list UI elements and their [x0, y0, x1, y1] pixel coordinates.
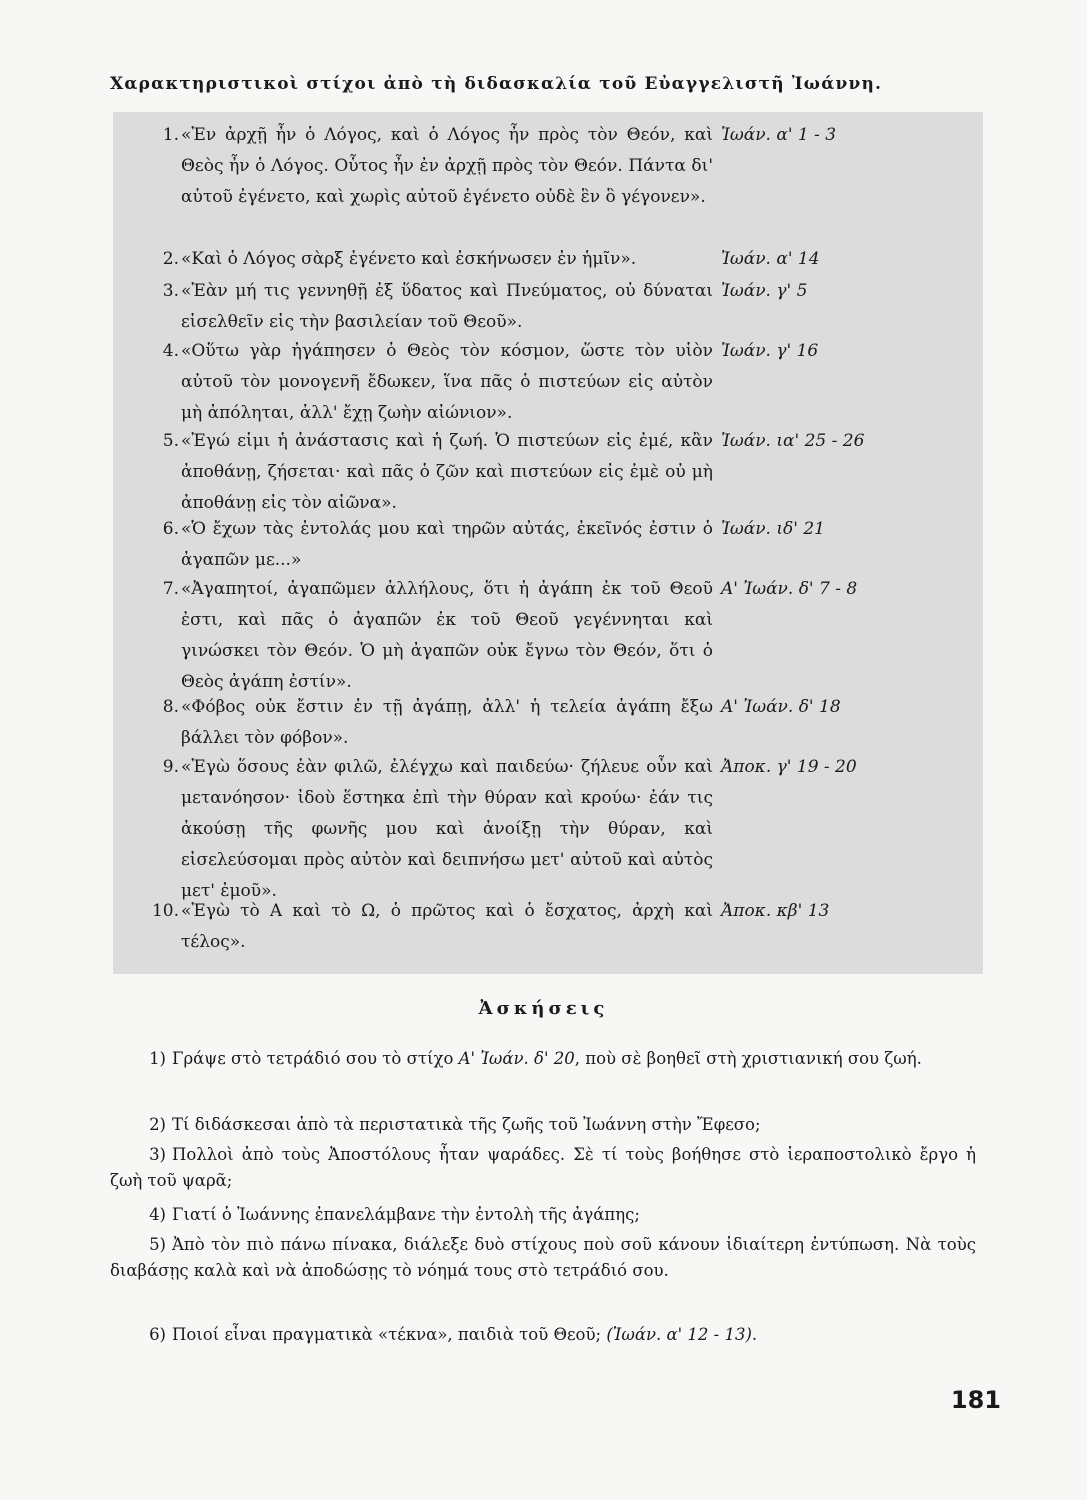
verse-reference: Ἀποκ. γ' 19 - 20 [721, 757, 857, 777]
exercise-text: Ἀπὸ τὸν πιὸ πάνω πίνακα, διάλεξε δυὸ στίχους ποὺ σοῦ κάνουν ἰδιαίτερη ἐντύπωση. Νὰ τοὺς διαβάσῃς καλὰ καὶ νὰ ἀποδώσῃς τὸ νόημά τους στὸ τετράδιό σου. [110, 1235, 976, 1280]
exercise-number: 1) [149, 1049, 166, 1068]
verse-text: «Καὶ ὁ Λόγος σὰρξ ἐγένετο καὶ ἐσκήνωσεν ἐν ἡμῖν». [181, 249, 637, 269]
exercise-text: Πολλοὶ ἀπὸ τοὺς Ἀποστόλους ἦταν ψαράδες. Σὲ τί τοὺς βοήθησε στὸ ἱεραποστολικὸ ἔργο ἡ ζωὴ τοῦ ψαρᾶ; [110, 1145, 976, 1190]
exercise-text: Γράψε στὸ τετράδιό σου τὸ στίχο [172, 1049, 459, 1068]
verse-text: «Οὕτω γὰρ ἠγάπησεν ὁ Θεὸς τὸν κόσμον, ὥστε τὸν υἱὸν αὐτοῦ τὸν μονογενῆ ἔδωκεν, ἵνα πᾶς ὁ πιστεύων εἰς αὐτὸν μὴ ἀπόληται, ἀλλ' ἔχῃ ζωὴν αἰώνιον». [181, 341, 713, 423]
exercise-text: Τί διδάσκεσαι ἀπὸ τὰ περιστατικὰ τῆς ζωῆς τοῦ Ἰωάννη στὴν Ἔφεσο; [172, 1115, 761, 1134]
exercise-number: 5) [149, 1235, 166, 1254]
verse-text: «Φόβος οὐκ ἔστιν ἐν τῇ ἀγάπῃ, ἀλλ' ἡ τελεία ἀγάπη ἔξω βάλλει τὸν φόβον». [181, 697, 713, 748]
exercise-item [110, 1046, 976, 1072]
verse-number: 3. [162, 281, 179, 301]
exercise-number: 6) [149, 1325, 166, 1344]
page-number: 181 [950, 1386, 1001, 1414]
verse-reference: Ἰωάν. α' 14 [721, 249, 820, 269]
verse-reference: Ἰωάν. α' 1 - 3 [721, 125, 837, 145]
verse-number: 10. [151, 901, 179, 921]
verse-reference: Ἀποκ. κβ' 13 [721, 901, 830, 921]
verse-text: «Ὁ ἔχων τὰς ἐντολάς μου καὶ τηρῶν αὐτάς, ἐκεῖνός ἐστιν ὁ ἀγαπῶν με...» [181, 519, 713, 570]
verse-text: «Ἐν ἀρχῇ ἦν ὁ Λόγος, καὶ ὁ Λόγος ἦν πρὸς τὸν Θεόν, καὶ Θεὸς ἦν ὁ Λόγος. Οὗτος ἦν ἐν ἀρχῇ πρὸς τὸν Θεόν. Πάντα δι' αὐτοῦ ἐγένετο, καὶ χωρὶς αὐτοῦ ἐγένετο οὐδὲ ἓν ὃ γέγονεν». [181, 125, 713, 207]
verse-number: 2. [162, 249, 179, 269]
page-title: Χαρακτηριστικοὶ στίχοι ἀπὸ τὴ διδασκαλία τοῦ Εὐαγγελιστῆ Ἰωάννη. [110, 74, 883, 94]
verses-table [113, 112, 983, 974]
verse-number: 9. [162, 757, 179, 777]
verse-reference: Α' Ἰωάν. δ' 18 [721, 697, 841, 717]
verse-number: 6. [162, 519, 179, 539]
exercise-text-after: , ποὺ σὲ βοηθεῖ στὴ χριστιανική σου ζωή. [574, 1049, 922, 1068]
exercise-item [110, 1112, 976, 1138]
verse-text: «Ἐγὼ τὸ Α καὶ τὸ Ω, ὁ πρῶτος καὶ ὁ ἔσχατος, ἀρχὴ καὶ τέλος». [181, 901, 713, 952]
exercise-item [110, 1232, 976, 1284]
exercise-item [110, 1322, 976, 1348]
verse-reference: Ἰωάν. γ' 5 [721, 281, 808, 301]
verse-text: «Ἀγαπητοί, ἀγαπῶμεν ἀλλήλους, ὅτι ἡ ἀγάπη ἐκ τοῦ Θεοῦ ἐστι, καὶ πᾶς ὁ ἀγαπῶν ἐκ τοῦ Θεοῦ γεγέννηται καὶ γινώσκει τὸν Θεόν. Ὁ μὴ ἀγαπῶν οὐκ ἔγνω τὸν Θεόν, ὅτι ὁ Θεὸς ἀγάπη ἐστίν». [181, 579, 713, 692]
exercise-number: 4) [149, 1205, 166, 1224]
exercise-item [110, 1202, 976, 1228]
exercise-reference: Α' Ἰωάν. δ' 20 [458, 1049, 575, 1068]
verse-number: 7. [162, 579, 179, 599]
verse-number: 5. [162, 431, 179, 451]
exercise-text: Ποιοί εἶναι πραγματικὰ «τέκνα», παιδιὰ τοῦ Θεοῦ; [172, 1325, 607, 1344]
verse-number: 1. [162, 125, 179, 145]
exercise-number: 2) [149, 1115, 166, 1134]
verse-reference: Ἰωάν. ια' 25 - 26 [721, 431, 865, 451]
verse-reference: Ἰωάν. γ' 16 [721, 341, 819, 361]
exercise-number: 3) [149, 1145, 166, 1164]
verse-text: «Ἐγώ εἰμι ἡ ἀνάστασις καὶ ἡ ζωή. Ὁ πιστεύων εἰς ἐμέ, κἂν ἀποθάνῃ, ζήσεται· καὶ πᾶς ὁ ζῶν καὶ πιστεύων εἰς ἐμὲ οὐ μὴ ἀποθάνῃ εἰς τὸν αἰῶνα». [181, 431, 713, 513]
exercises-heading: Ἀσκήσεις [478, 998, 609, 1019]
exercise-text: Γιατί ὁ Ἰωάννης ἐπανελάμβανε τὴν ἐντολὴ τῆς ἀγάπης; [172, 1205, 640, 1224]
exercise-item [110, 1142, 976, 1194]
verse-number: 4. [162, 341, 179, 361]
verse-reference: Α' Ἰωάν. δ' 7 - 8 [721, 579, 858, 599]
exercise-text-after: . [751, 1325, 758, 1344]
exercise-reference: (Ἰωάν. α' 12 - 13) [606, 1325, 752, 1344]
verse-number: 8. [162, 697, 179, 717]
verse-text: «Ἐὰν μή τις γεννηθῇ ἐξ ὕδατος καὶ Πνεύματος, οὐ δύναται εἰσελθεῖν εἰς τὴν βασιλείαν τοῦ Θεοῦ». [181, 281, 713, 332]
verse-reference: Ἰωάν. ιδ' 21 [721, 519, 825, 539]
verse-text: «Ἐγὼ ὅσους ἐὰν φιλῶ, ἐλέγχω καὶ παιδεύω· ζήλευε οὖν καὶ μετανόησον· ἰδοὺ ἕστηκα ἐπὶ τὴν θύραν καὶ κρούω· ἐάν τις ἀκούσῃ τῆς φωνῆς μου καὶ ἀνοίξῃ τὴν θύραν, καὶ εἰσελεύσομαι πρὸς αὐτὸν καὶ δειπνήσω μετ' αὐτοῦ καὶ αὐτὸς μετ' ἐμοῦ». [181, 757, 713, 901]
